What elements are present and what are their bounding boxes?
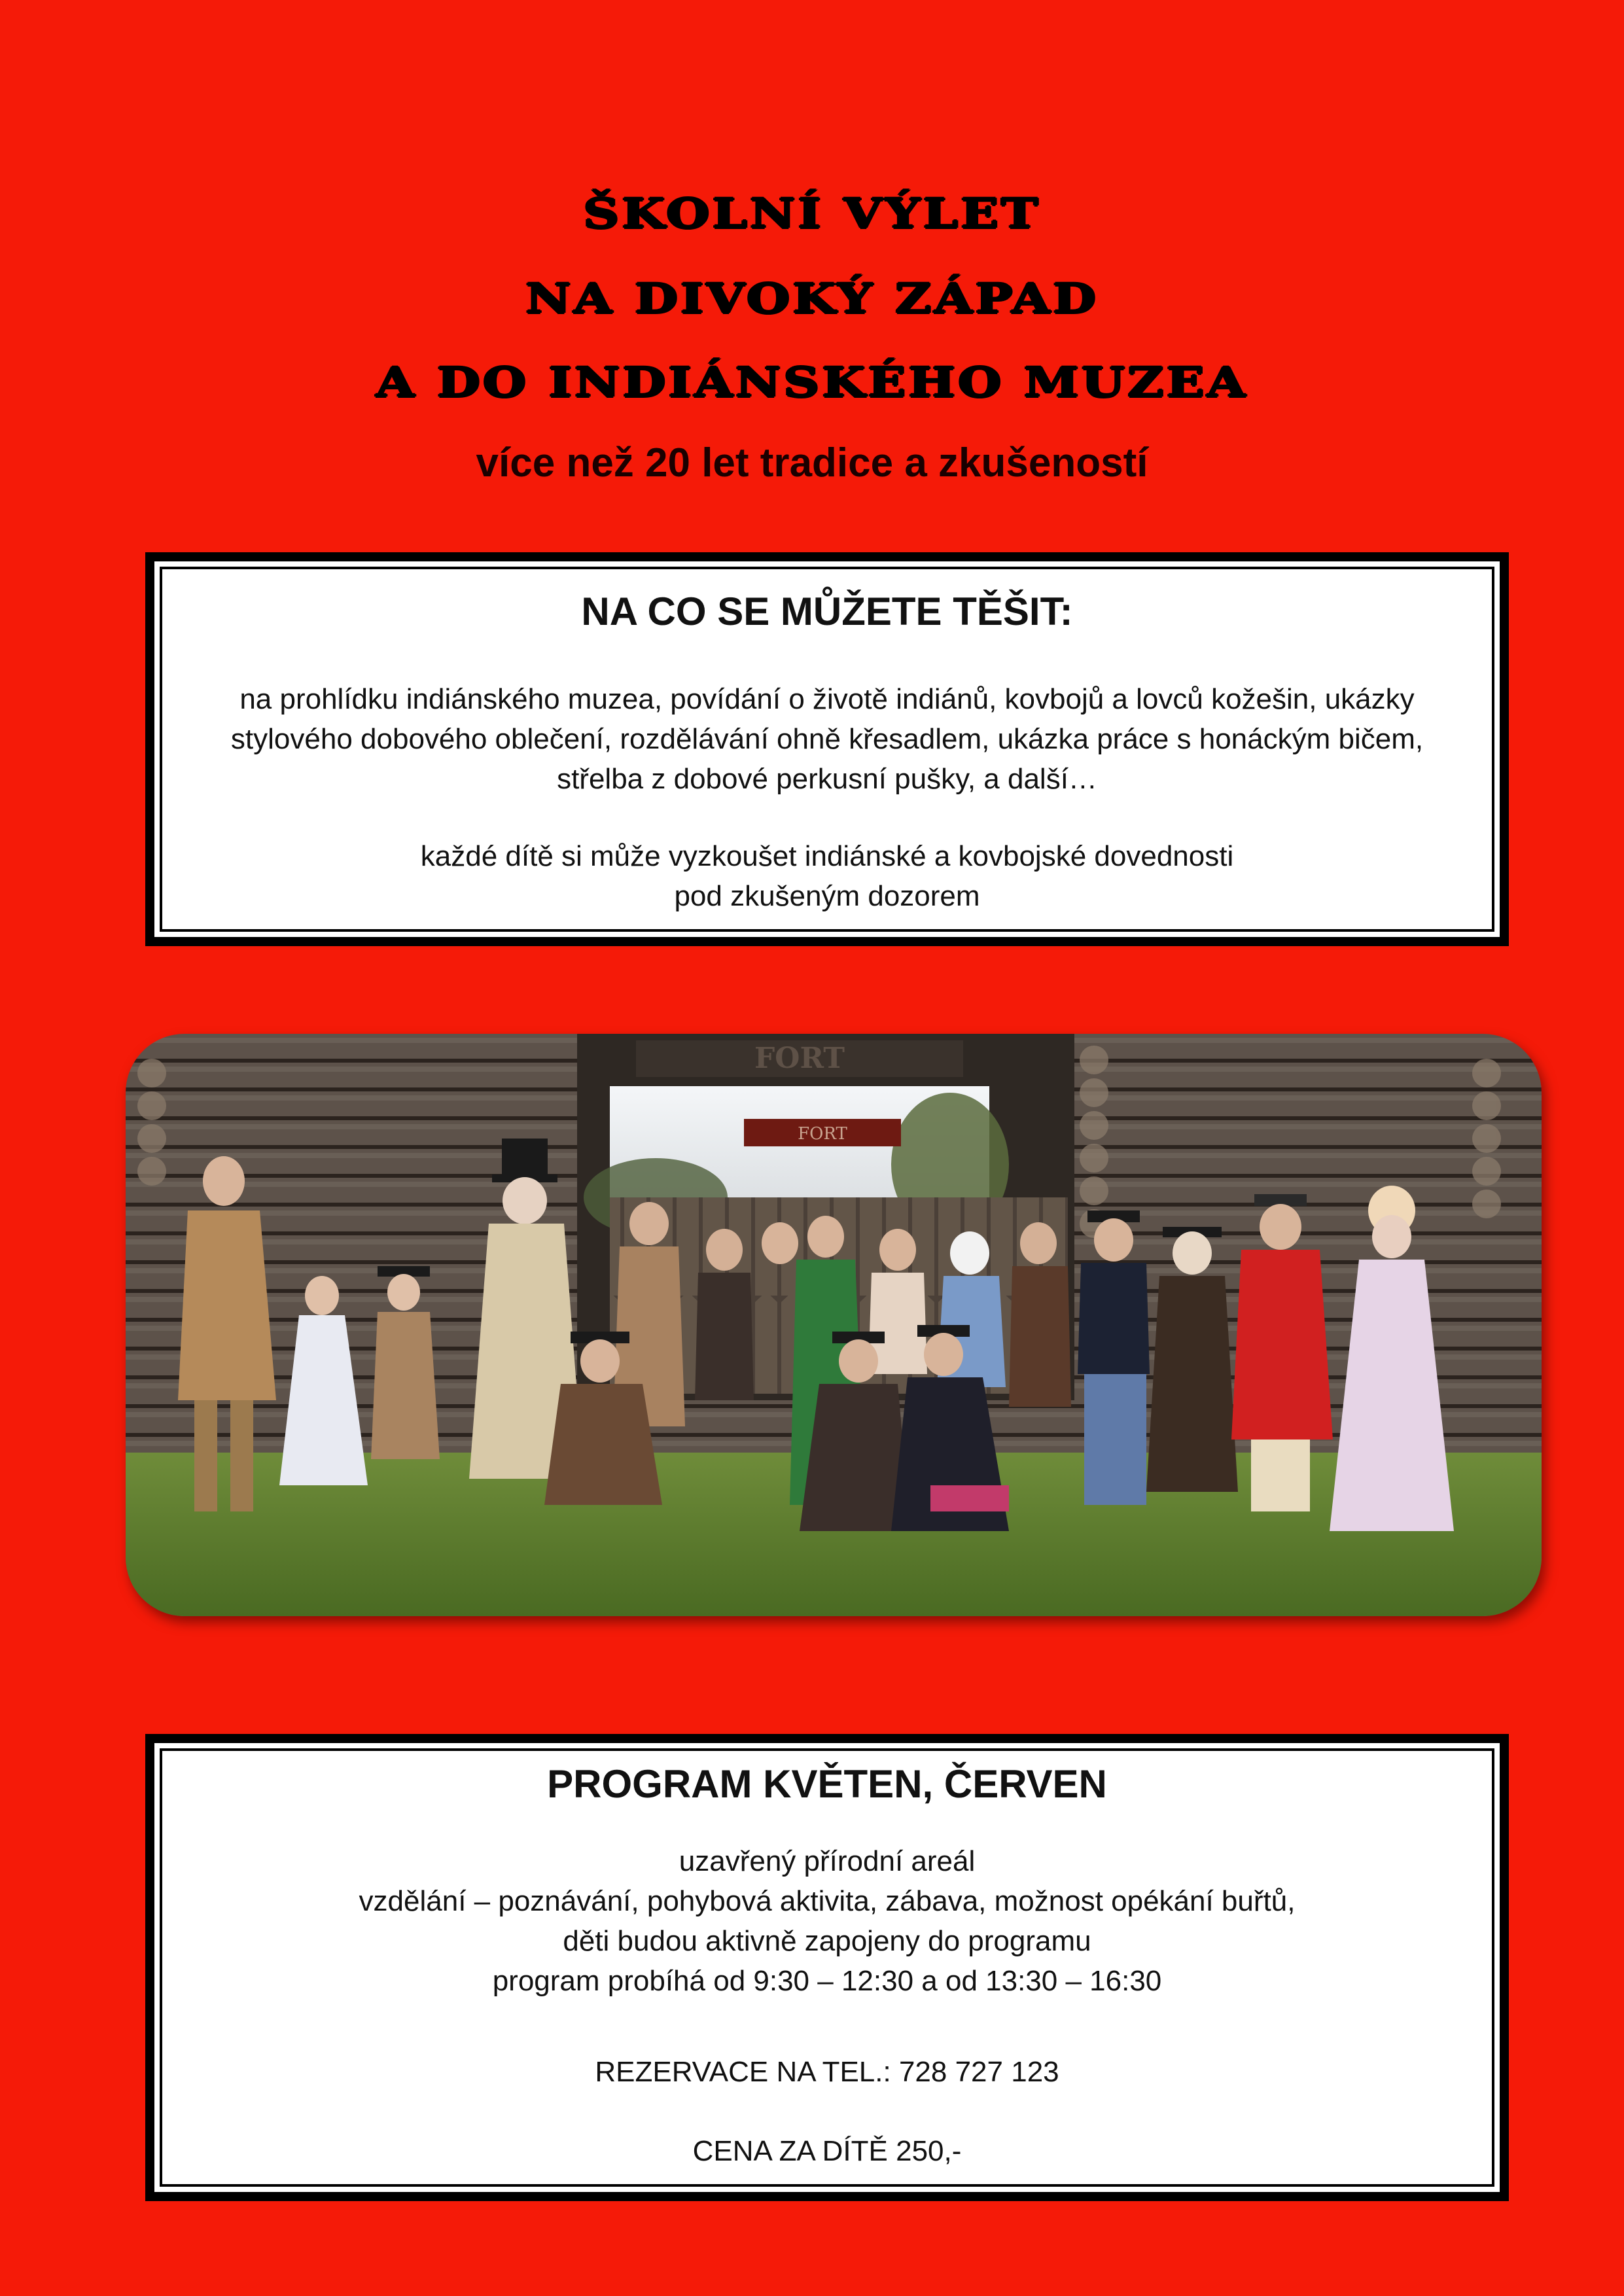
price-per-child: CENA ZA DÍTĚ 250,- bbox=[692, 2135, 962, 2167]
program-line: vzdělání – poznávání, pohybová aktivita, zábava, možnost opékání buřtů, bbox=[359, 1885, 1296, 1917]
title-line-1: ŠKOLNÍ VÝLET bbox=[583, 190, 1041, 238]
title-line-2: NA DIVOKÝ ZÁPAD bbox=[525, 275, 1099, 323]
expect-heading: NA CO SE MŮŽETE TĚŠIT: bbox=[581, 590, 1073, 633]
reservation-phone: REZERVACE NA TEL.: 728 727 123 bbox=[595, 2056, 1059, 2088]
title-line-3: A DO INDIÁNSKÉHO MUZEA bbox=[376, 359, 1248, 406]
fort-sign-text: FORT bbox=[754, 1042, 845, 1075]
group-photo bbox=[126, 1034, 1542, 1616]
gate-sign-text: FORT bbox=[798, 1124, 847, 1144]
expect-line: stylového dobového oblečení, rozdělávání ohně křesadlem, ukázka práce s honáckým bičem, bbox=[230, 723, 1424, 755]
expect-line: střelba z dobové perkusní pušky, a další… bbox=[557, 763, 1097, 795]
program-line: uzavřený přírodní areál bbox=[679, 1845, 976, 1877]
expect-paragraph-2 bbox=[154, 836, 1500, 916]
expect-box bbox=[145, 552, 1509, 946]
expect-paragraph-1 bbox=[154, 679, 1500, 799]
expect-line: pod zkušeným dozorem bbox=[674, 880, 980, 912]
program-box bbox=[145, 1734, 1509, 2201]
program-heading: PROGRAM KVĚTEN, ČERVEN bbox=[547, 1762, 1107, 1806]
expect-line: na prohlídku indiánského muzea, povídání o životě indiánů, kovbojů a lovců kožešin, ukázky bbox=[239, 683, 1415, 715]
expect-line: každé dítě si může vyzkoušet indiánské a kovbojské dovednosti bbox=[420, 840, 1234, 872]
program-line: děti budou aktivně zapojeny do programu bbox=[563, 1925, 1091, 1957]
program-details bbox=[154, 1841, 1500, 2001]
program-line: program probíhá od 9:30 – 12:30 a od 13:30 – 16:30 bbox=[492, 1965, 1162, 1997]
group-photo-illustration bbox=[126, 1034, 1542, 1616]
subtitle: více než 20 let tradice a zkušeností bbox=[476, 440, 1148, 486]
